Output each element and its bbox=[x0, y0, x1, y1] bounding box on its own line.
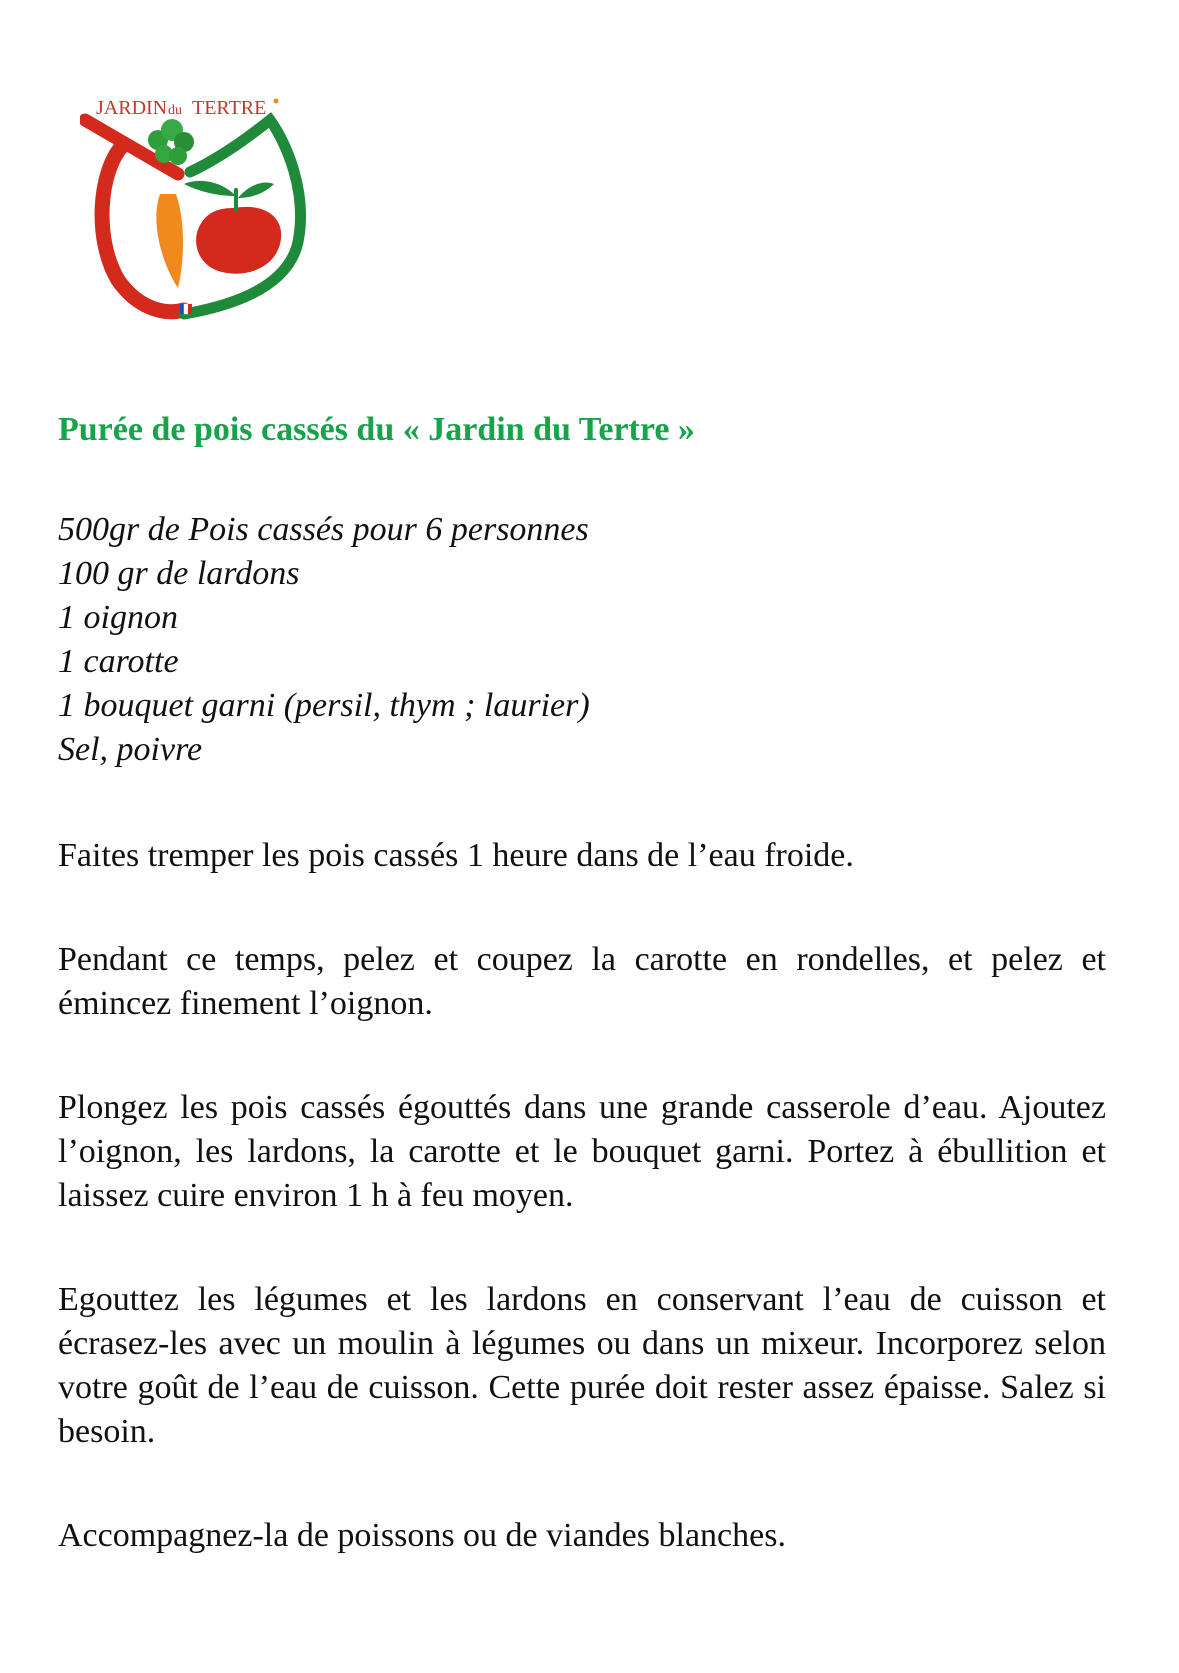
logo-text-du: du bbox=[168, 103, 182, 118]
logo-dot bbox=[274, 99, 279, 104]
logo-graphic bbox=[80, 92, 340, 352]
recipe-step: Pendant ce temps, pelez et coupez la carotte en rondelles, et pelez et émincez finement l’oignon. bbox=[58, 941, 1106, 1022]
logo-text-jardin: JARDIN bbox=[96, 97, 168, 119]
french-flag-icon bbox=[180, 304, 192, 314]
ingredient-item: 1 carotte bbox=[58, 643, 179, 680]
ingredient-item: 500gr de Pois cassés pour 6 personnes bbox=[58, 511, 589, 548]
carrot-icon bbox=[156, 194, 183, 288]
recipe-steps bbox=[58, 834, 1106, 1558]
recipe-step: Plongez les pois cassés égouttés dans une grande casserole d’eau. Ajoutez l’oignon, les lardons, la carotte et le bouquet garni. Portez à ébullition et laissez cuire environ 1 h à feu moyen. bbox=[58, 1089, 1106, 1214]
ingredient-item: Sel, poivre bbox=[58, 731, 203, 768]
ingredient-item: 1 oignon bbox=[58, 599, 178, 636]
logo-text-tertre: TERTRE bbox=[192, 97, 267, 119]
ingredient-item: 1 bouquet garni (persil, thym ; laurier) bbox=[58, 687, 590, 724]
recipe-step: Faites tremper les pois cassés 1 heure dans de l’eau froide. bbox=[58, 837, 854, 874]
ingredient-item: 100 gr de lardons bbox=[58, 555, 300, 592]
tomato-icon bbox=[184, 181, 281, 274]
recipe-step: Accompagnez-la de poissons ou de viandes blanches. bbox=[58, 1517, 786, 1554]
recipe-title: Purée de pois cassés du « Jardin du Tertre » bbox=[58, 411, 695, 448]
ingredients-list bbox=[58, 508, 590, 772]
jardin-du-tertre-logo bbox=[80, 92, 340, 352]
recipe-step: Egouttez les légumes et les lardons en conservant l’eau de cuisson et écrasez-les avec un moulin à légumes ou dans un mixeur. Incorporez selon votre goût de l’eau de cuisson. Cette purée doit rester assez épaisse. Salez si besoin. bbox=[58, 1281, 1106, 1450]
